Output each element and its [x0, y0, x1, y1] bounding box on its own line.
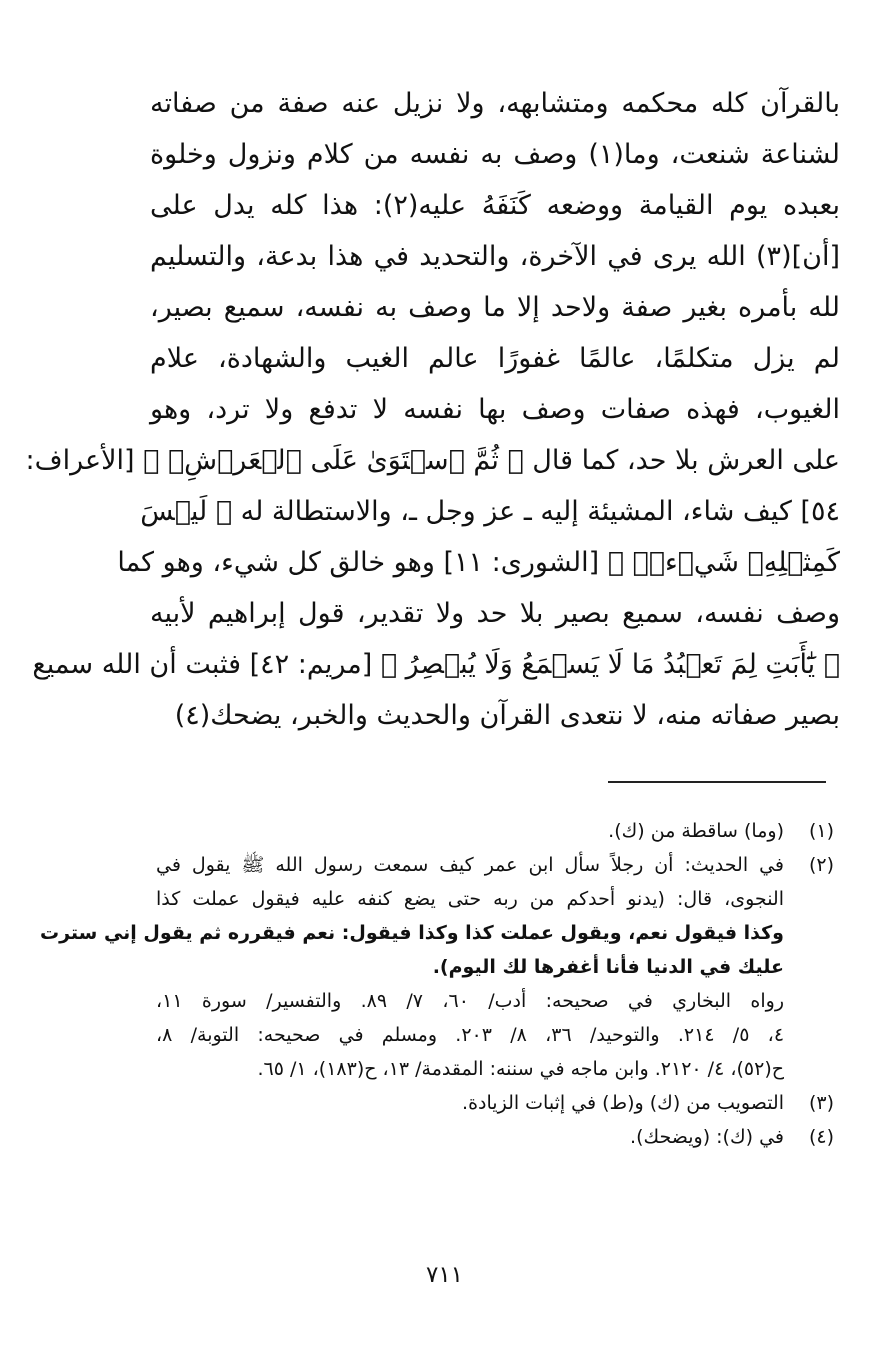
body-line: على العرش بلا حد، كما قال ﴿ ثُمَّ ٱسۡتَوَىٰ عَلَى ٱلۡعَرۡشِۖ ﴾ [الأعراف:	[25, 445, 840, 476]
footnote-line: التصويب من (ك) و(ط) في إثبات الزيادة.	[462, 1092, 784, 1114]
body-line: لشناعة شنعت، وما(١) وصف به نفسه من كلام ونزول وخلوة	[150, 139, 840, 170]
body-line: لم يزل متكلمًا، عالمًا غفورًا عالم الغيب والشهادة، علام	[150, 343, 840, 374]
footnote-line: النجوى، قال: (يدنو أحدكم من ربه حتى يضع كنفه عليه فيقول عملت كذا	[156, 888, 784, 910]
body-line: وصف نفسه، سميع بصير بلا حد ولا تقدير، قول إبراهيم لأبيه	[150, 598, 840, 629]
body-line: ﴿ يَٰٓأَبَتِ لِمَ تَعۡبُدُ مَا لَا يَسۡمَعُ وَلَا يُبۡصِرُ ﴾ [مريم: ٤٢] فثبت أن الله سميع	[32, 649, 840, 680]
footnote-1	[156, 814, 834, 848]
footnote-line: في الحديث: أن رجلاً سأل ابن عمر كيف سمعت رسول الله ﷺ يقول في	[156, 854, 784, 876]
footnote-number: (٤)	[808, 1126, 834, 1148]
footnote-body	[156, 1120, 784, 1154]
footnote-number: (١)	[808, 820, 834, 842]
body-line: [أن](٣) الله يرى في الآخرة، والتحديد في هذا بدعة، والتسليم	[150, 241, 840, 272]
footnote-2	[39, 848, 834, 1086]
footnote-line: رواه البخاري في صحيحه: أدب/ ٦٠، ٧/ ٨٩. والتفسير/ سورة ١١،	[156, 990, 784, 1012]
body-line: بصير صفاته منه، لا نتعدى القرآن والحديث والخبر، يضحك(٤)	[174, 700, 840, 731]
footnote-line: (وما) ساقطة من (ك).	[608, 820, 784, 842]
body-line: لله بأمره بغير صفة ولاحد إلا ما وصف به نفسه، سميع بصير،	[150, 292, 840, 323]
footnote-line: في (ك): (ويضحك).	[630, 1126, 784, 1148]
main-body-text	[25, 78, 840, 741]
body-line: بالقرآن كله محكمه ومتشابهه، ولا نزيل عنه صفة من صفاته	[150, 88, 840, 119]
footnote-4	[156, 1120, 834, 1154]
footnote-line: ٤، ٥/ ٢١٤. والتوحيد/ ٣٦، ٨/ ٢٠٣. ومسلم في صحيحه: التوبة/ ٨،	[156, 1024, 785, 1046]
footnote-line: ح(٥٢)، ٤/ ٢١٢٠. وابن ماجه في سننه: المقدمة/ ١٣، ح(١٨٣)، ١/ ٦٥.	[257, 1058, 784, 1080]
footnote-number: (٢)	[808, 854, 834, 876]
footnote-body	[39, 848, 785, 1086]
footnote-3	[156, 1086, 834, 1120]
footnote-body	[156, 1086, 784, 1120]
body-line: ٥٤] كيف شاء، المشيئة إليه ـ عز وجل ـ، والاستطالة له ﴿ لَيۡسَ	[140, 496, 840, 527]
body-line: الغيوب، فهذه صفات وصف بها نفسه لا تدفع ولا ترد، وهو	[150, 394, 840, 425]
body-line: بعبده يوم القيامة ووضعه كَنَفَهُ عليه(٢): هذا كله يدل على	[150, 190, 840, 221]
footnote-number: (٣)	[808, 1092, 834, 1114]
page-number: ٧١١	[425, 1262, 464, 1288]
footnote-separator	[608, 781, 826, 783]
footnote-line: وكذا فيقول نعم، ويقول عملت كذا وكذا فيقول: نعم فيقرره ثم يقول إني سترت	[39, 922, 784, 944]
footnote-body	[156, 814, 784, 848]
body-line: كَمِثۡلِهِۦ شَيۡءٞۖ ﴾ [الشورى: ١١] وهو خالق كل شيء، وهو كما	[117, 547, 840, 578]
footnote-line: عليك في الدنيا فأنا أغفرها لك اليوم).	[432, 956, 784, 978]
footnotes-section	[39, 814, 834, 1154]
